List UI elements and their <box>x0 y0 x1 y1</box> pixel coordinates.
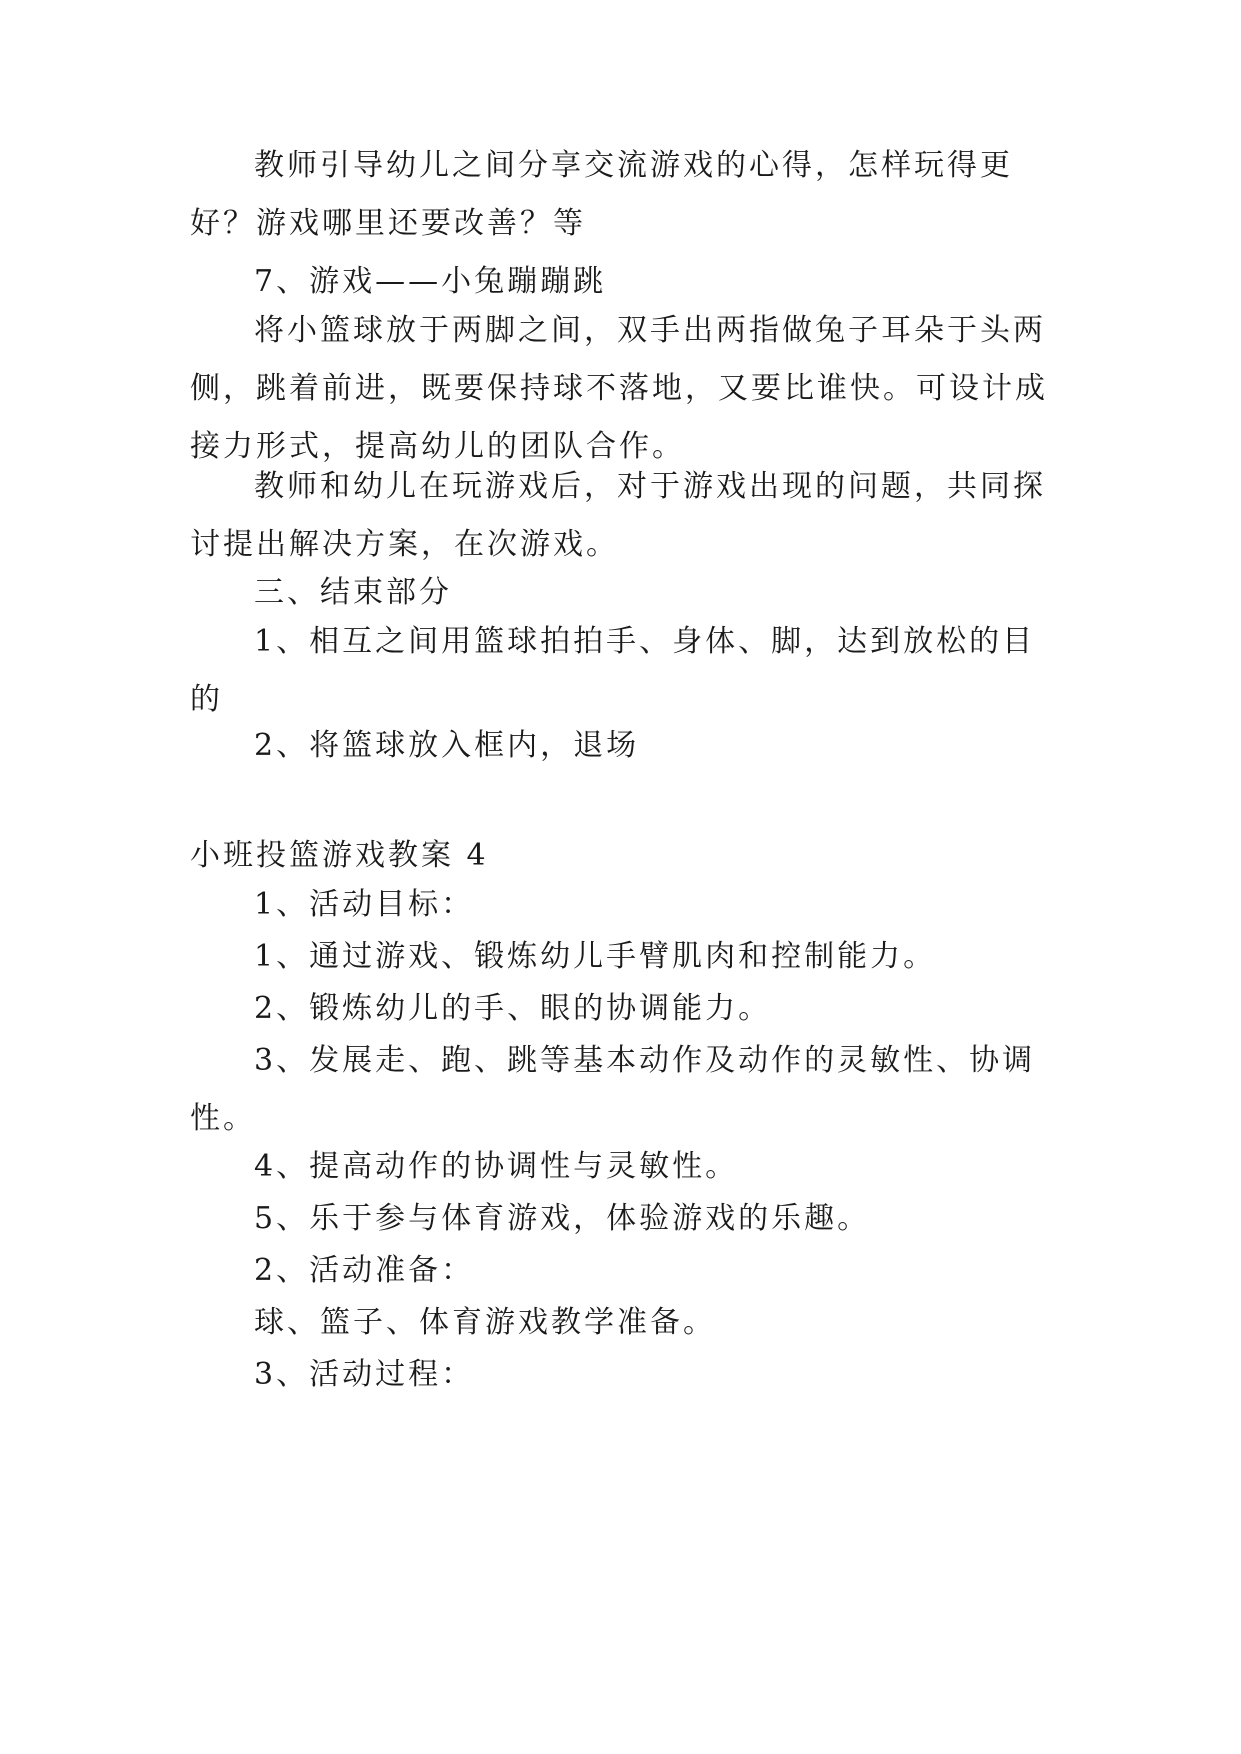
paragraph-game-7-description: 将小篮球放于两脚之间，双手出两指做兔子耳朵于头两侧，跳着前进，既要保持球不落地，又要比谁快。可设计成接力形式，提高幼儿的团队合作。 <box>190 313 1048 464</box>
paragraph-activity-preparation: 2、活动准备： <box>254 1253 475 1288</box>
paragraph-goal-4: 4、提高动作的协调性与灵敏性。 <box>254 1149 739 1184</box>
paragraph-ending-section-title: 三、结束部分 <box>254 575 452 610</box>
paragraph-goal-3: 3、发展走、跑、跳等基本动作及动作的灵敏性、协调性。 <box>190 1043 1036 1136</box>
paragraph-activity-goals: 1、活动目标： <box>254 887 475 922</box>
paragraph-share-experience: 教师引导幼儿之间分享交流游戏的心得，怎样玩得更好？游戏哪里还要改善？等 <box>190 148 1013 241</box>
paragraph-goal-5: 5、乐于参与体育游戏，体验游戏的乐趣。 <box>254 1201 871 1236</box>
paragraph-exit: 2、将篮球放入框内，退场 <box>254 728 640 763</box>
paragraph-activity-process: 3、活动过程： <box>254 1357 475 1392</box>
paragraph-game-7-title: 7、游戏——小兔蹦蹦跳 <box>254 264 607 299</box>
paragraph-goal-2: 2、锻炼幼儿的手、眼的协调能力。 <box>254 991 772 1026</box>
paragraph-relax: 1、相互之间用篮球拍拍手、身体、脚，达到放松的目的 <box>190 624 1036 717</box>
paragraph-discussion: 教师和幼儿在玩游戏后，对于游戏出现的问题，共同探讨提出解决方案，在次游戏。 <box>190 469 1046 562</box>
section-title: 小班投篮游戏教案 4 <box>190 838 489 873</box>
paragraph-goal-1: 1、通过游戏、锻炼幼儿手臂肌肉和控制能力。 <box>254 939 937 974</box>
paragraph-materials: 球、篮子、体育游戏教学准备。 <box>254 1305 716 1340</box>
